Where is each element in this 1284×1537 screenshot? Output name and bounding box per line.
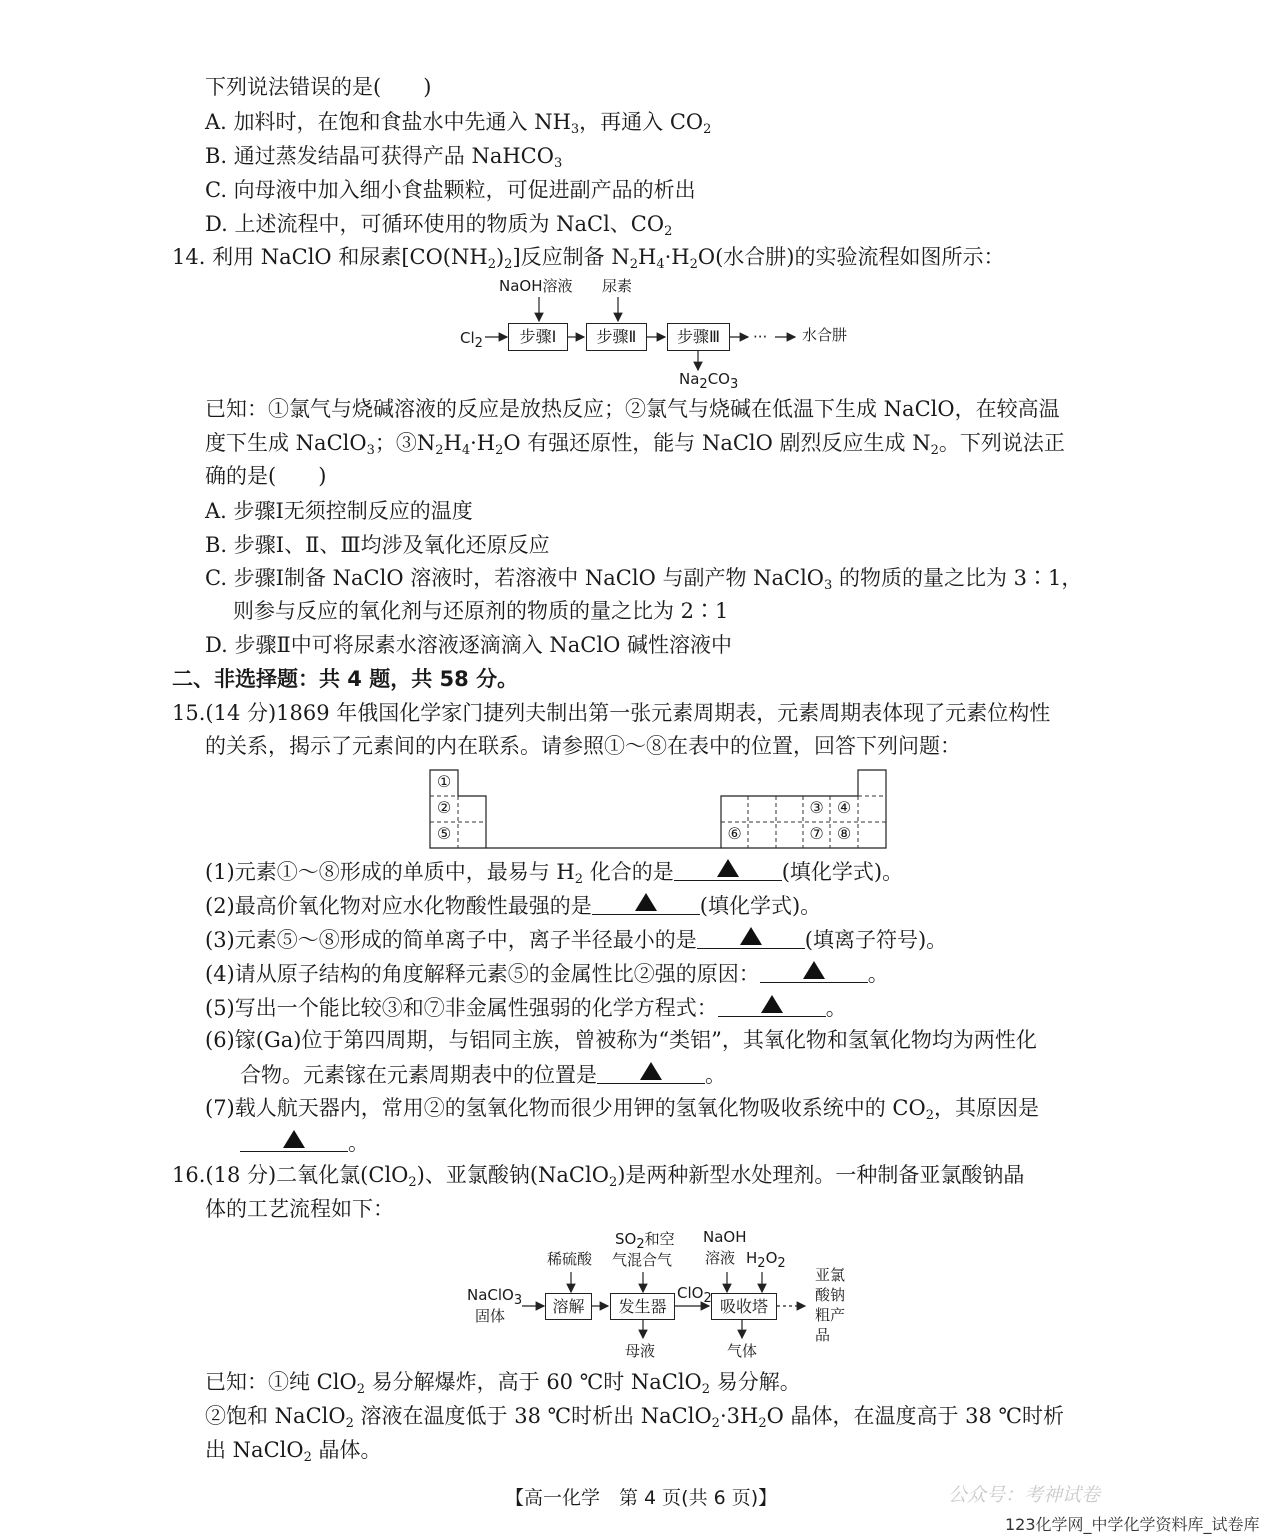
answer-blank[interactable] [597, 1059, 705, 1084]
element-mark-5: ⑤ [436, 824, 452, 843]
q15-part3: (3)元素⑤～⑧形成的简单离子中，离子半径最小的是 (填离子符号)。 [205, 924, 947, 955]
product-label-2: 酸钠 [815, 1286, 846, 1304]
answer-blank[interactable] [718, 992, 826, 1017]
element-mark-1: ① [436, 772, 452, 791]
step3-box: 步骤Ⅲ [667, 323, 730, 351]
answer-blank[interactable] [674, 856, 782, 881]
hydrazine-hydrate-label: 水合肼 [802, 326, 848, 344]
element-mark-6: ⑥ [727, 824, 742, 843]
absorber-box: 吸收塔 [711, 1293, 777, 1320]
answer-blank[interactable] [240, 1127, 348, 1152]
step1-box: 步骤Ⅰ [508, 323, 568, 351]
mother-liquor-label: 母液 [625, 1342, 656, 1360]
generator-box: 发生器 [610, 1293, 675, 1320]
naclo3-label: NaClO$_3$ [467, 1286, 523, 1308]
q15-part2: (2)最高价氧化物对应水化物酸性最强的是 (填化学式)。 [205, 890, 821, 921]
q14-known-line1: 已知：①氯气与烧碱溶液的反应是放热反应；②氯气与烧碱在低温下生成 NaClO，在较高温 [205, 397, 1060, 421]
triangle-marker-icon [640, 1062, 662, 1080]
q16-known-line3: 出 NaClO$_2$ 晶体。 [205, 1438, 382, 1465]
triangle-marker-icon [761, 995, 783, 1013]
solid-label: 固体 [475, 1307, 506, 1325]
q16-known-line1: 已知：①纯 ClO$_2$ 易分解爆炸，高于 60 ℃时 NaClO$_2$ 易分解。 [205, 1370, 801, 1397]
q16-stem-line2: 体的工艺流程如下： [205, 1197, 394, 1221]
periodic-table-outline [428, 768, 888, 850]
product-label-1: 亚氯 [815, 1266, 846, 1284]
answer-blank[interactable] [697, 924, 805, 949]
h2o2-label: $H_2O_2$ [746, 1249, 786, 1271]
dissolve-box: 溶解 [545, 1293, 592, 1320]
element-mark-2: ② [436, 798, 452, 817]
element-mark-4: ④ [836, 798, 852, 817]
mixed-gas-label: 气混合气 [612, 1251, 673, 1269]
triangle-marker-icon [283, 1130, 305, 1148]
q16-process-diagram [465, 1228, 865, 1363]
dilute-sulfuric-acid-label: 稀硫酸 [547, 1250, 593, 1268]
ellipsis-label: ··· [753, 328, 768, 346]
product-label-3: 粗产 [815, 1306, 846, 1324]
urea-label: 尿素 [602, 277, 633, 295]
answer-blank[interactable] [760, 958, 868, 983]
q15-part5: (5)写出一个能比较③和⑦非金属性强弱的化学方程式： 。 [205, 992, 847, 1023]
watermark-site: 123化学网_中学化学资料库_试卷库 [1005, 1515, 1260, 1534]
clo2-label: ClO$_2$ [677, 1284, 712, 1306]
watermark-wechat: 公众号：考神试卷 [948, 1484, 1101, 1506]
q15-stem-line1: 15.(14 分)1869 年俄国化学家门捷列夫制出第一张元素周期表，元素周期表体现了元素位构性 [172, 701, 1051, 725]
q14-option-c: C. 步骤Ⅰ制备 NaClO 溶液时，若溶液中 NaClO 与副产物 NaClO$_3$ 的物质的量之比为 3∶1， [205, 566, 1083, 593]
q14-flow-diagram [455, 275, 875, 390]
q13-option-a: A. 加料时，在饱和食盐水中先通入 $NH_3$，再通入 $CO_2$ [205, 110, 712, 137]
q16-known-line2: ②饱和 NaClO$_2$ 溶液在温度低于 38 ℃时析出 $NaClO_2\cdot 3H_2O$ 晶体，在温度高于 38 ℃时析 [205, 1404, 1065, 1431]
q13-option-c: C. 向母液中加入细小食盐颗粒，可促进副产品的析出 [205, 178, 696, 202]
answer-blank[interactable] [592, 890, 700, 915]
naoh-solution-label: NaOH溶液 [499, 277, 573, 295]
q15-part7: (7)载人航天器内，常用②的氢氧化物而很少用钾的氢氧化物吸收系统中的 $CO_2$，其原因是 [205, 1096, 1039, 1123]
element-mark-8: ⑧ [836, 824, 852, 843]
q14-known-line3: 确的是( ) [205, 464, 327, 488]
q13-option-b: B. 通过蒸发结晶可获得产品 NaHCO$_3$ [205, 144, 563, 171]
page-footer: 【高一化学 第 4 页(共 6 页)】 [505, 1487, 778, 1509]
solution-label: 溶液 [705, 1249, 736, 1267]
triangle-marker-icon [740, 927, 762, 945]
q13-option-d: D. 上述流程中，可循环使用的物质为 NaCl、$CO_2$ [205, 212, 673, 239]
q16-stem-line1: 16.(18 分)二氧化氯(ClO$_2$)、亚氯酸钠(NaClO$_2$)是两种新型水处理剂。一种制备亚氯酸钠晶 [172, 1163, 1025, 1190]
q15-part6-cont: 合物。元素镓在元素周期表中的位置是 。 [240, 1059, 726, 1090]
triangle-marker-icon [635, 893, 657, 911]
triangle-marker-icon [717, 859, 739, 877]
q14-option-b: B. 步骤Ⅰ、Ⅱ、Ⅲ均涉及氧化还原反应 [205, 533, 550, 557]
gas-label: 气体 [727, 1342, 758, 1360]
q15-part6: (6)镓(Ga)位于第四周期，与铝同主族，曾被称为“类铝”，其氧化物和氢氧化物均为两性化 [205, 1028, 1037, 1052]
cl2-label: $Cl_2$ [460, 329, 483, 351]
element-mark-7: ⑦ [809, 824, 824, 843]
naoh-label: NaOH [703, 1228, 747, 1246]
element-mark-3: ③ [809, 798, 824, 817]
q14-stem: 14. 利用 NaClO 和尿素$[CO(NH_2)_2]$反应制备 $N_2H_4\cdot H_2O$(水合肼)的实验流程如图所示： [172, 245, 1005, 272]
q15-part1: (1)元素①～⑧形成的单质中，最易与 $H_2$ 化合的是 (填化学式)。 [205, 856, 903, 887]
q14-option-d: D. 步骤Ⅱ中可将尿素水溶液逐滴滴入 NaClO 碱性溶液中 [205, 633, 732, 657]
na2co3-label: $Na_2CO_3$ [679, 370, 739, 392]
triangle-marker-icon [803, 961, 825, 979]
q15-part7-cont: 。 [240, 1127, 369, 1158]
q14-known-line2: 度下生成 NaClO$_3$；$③N_2H_4\cdot H_2O$ 有强还原性，能与 NaClO 剧烈反应生成 $N_2$。下列说法正 [205, 431, 1065, 458]
q15-stem-line2: 的关系，揭示了元素间的内在联系。请参照①～⑧在表中的位置，回答下列问题： [205, 734, 961, 758]
step2-box: 步骤Ⅱ [586, 323, 647, 351]
q15-part4: (4)请从原子结构的角度解释元素⑤的金属性比②强的原因： 。 [205, 958, 889, 989]
product-label-4: 品 [815, 1326, 831, 1344]
q13-stem: 下列说法错误的是( ) [205, 75, 432, 99]
q14-option-a: A. 步骤Ⅰ无须控制反应的温度 [205, 499, 473, 523]
section-heading: 二、非选择题：共 4 题，共 58 分。 [172, 667, 519, 691]
q14-option-c-cont: 则参与反应的氧化剂与还原剂的物质的量之比为 2∶1 [233, 599, 729, 623]
so2-air-label: $SO_2$和空 [615, 1230, 675, 1252]
